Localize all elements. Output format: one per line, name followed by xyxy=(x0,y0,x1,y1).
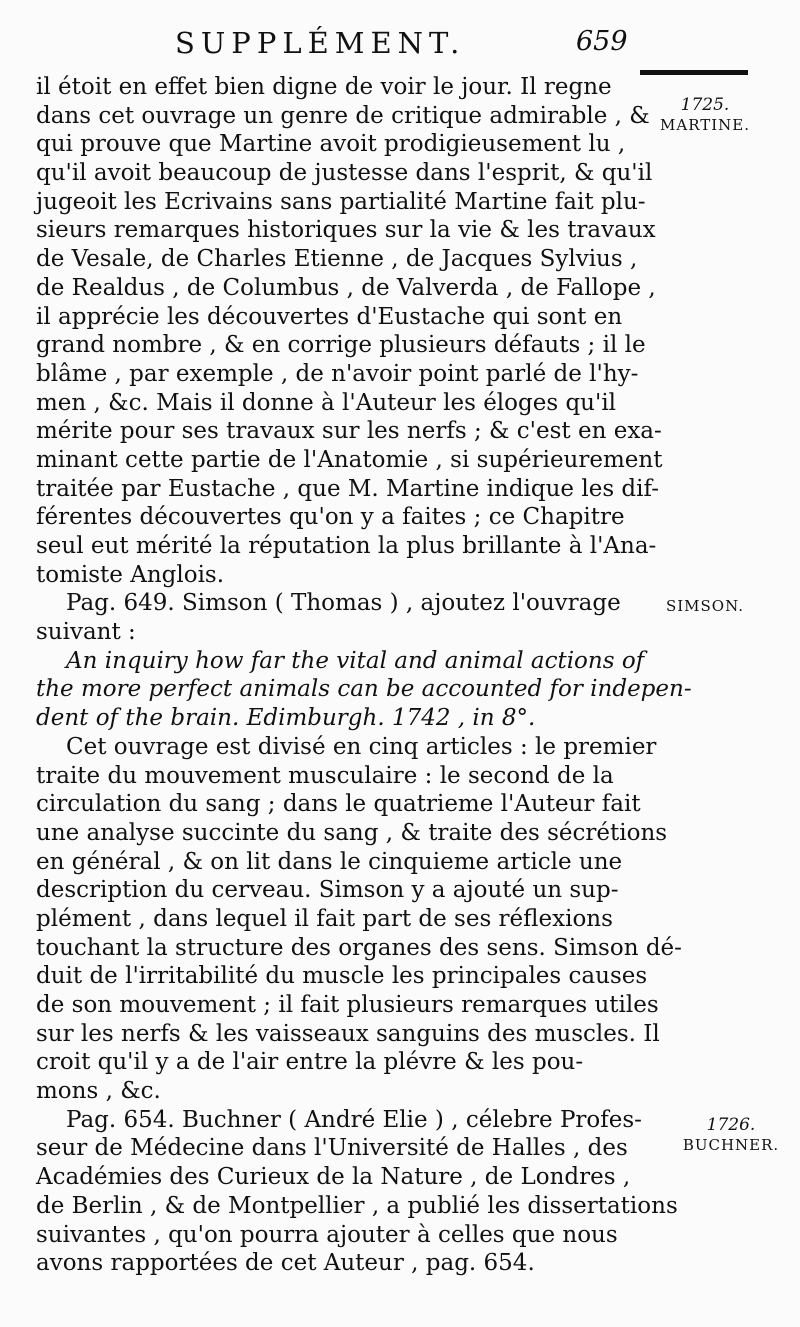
text-line: croit qu'il y a de l'air entre la plévre & les pou- xyxy=(36,1049,584,1076)
text-line: en général , & on lit dans le cinquieme article une xyxy=(36,848,623,875)
text-line: qu'il avoit beaucoup de justesse dans l'esprit, & qu'il xyxy=(36,160,653,187)
text-line: il étoit en effet bien digne de voir le jour. Il regne xyxy=(36,74,612,100)
text-line: suivant : xyxy=(36,619,136,646)
text-line: seul eut mérité la réputation la plus brillante à l'Ana- xyxy=(36,533,657,559)
text-line: tomiste Anglois. xyxy=(36,561,225,588)
text-line: qui prouve que Martine avoit prodigieusement lu , xyxy=(36,131,626,158)
margin-note-buchner xyxy=(676,1115,786,1155)
text-line: traite du mouvement musculaire : le second de la xyxy=(36,762,614,789)
text-line: sieurs remarques historiques sur la vie & les travaux xyxy=(36,217,656,244)
body-text xyxy=(36,73,692,1278)
text-line: traitée par Eustache , que M. Martine indique les dif- xyxy=(36,475,659,502)
text-line: de Vesale, de Charles Etienne , de Jacques Sylvius , xyxy=(36,246,638,273)
margin-note-name: MARTINE. xyxy=(660,116,750,134)
text-line: Pag. 649. Simson ( Thomas ) , ajoutez l'ouvrage xyxy=(66,590,621,617)
text-line: avons rapportées de cet Auteur , pag. 654. xyxy=(36,1250,535,1277)
text-line: suivantes , qu'on pourra ajouter à celles que nous xyxy=(36,1221,618,1248)
text-line: de son mouvement ; il fait plusieurs remarques utiles xyxy=(36,992,659,1018)
text-line: description du cerveau. Simson y a ajouté un sup- xyxy=(36,877,619,904)
text-line: plément , dans lequel il fait part de ses réflexions xyxy=(36,905,613,932)
text-line: men , &c. Mais il donne à l'Auteur les éloges qu'il xyxy=(36,389,617,416)
text-line: Pag. 654. Buchner ( André Elie ) , célebre Profes- xyxy=(66,1106,642,1133)
text-line: Cet ouvrage est divisé en cinq articles : le premier xyxy=(66,733,657,760)
text-line: seur de Médecine dans l'Université de Halles , des xyxy=(36,1135,628,1162)
page-number: 659 xyxy=(576,26,628,57)
text-line: de Berlin , & de Montpellier , a publié les dissertations xyxy=(36,1192,678,1219)
text-line: dent of the brain. Edimburgh. 1742 , in 8°. xyxy=(36,705,536,732)
text-line: férentes découvertes qu'on y a faites ; ce Chapitre xyxy=(36,504,625,531)
margin-note-martine xyxy=(655,95,755,135)
text-line: il apprécie les découvertes d'Eustache qui sont en xyxy=(36,303,623,330)
text-line: jugeoit les Ecrivains sans partialité Martine fait plu- xyxy=(36,188,646,215)
page-header xyxy=(0,20,800,60)
text-line: Académies des Curieux de la Nature , de Londres , xyxy=(36,1164,631,1191)
margin-note-year: 1726. xyxy=(706,1115,756,1135)
text-line: une analyse succinte du sang , & traite des sécrétions xyxy=(36,819,668,846)
text-line: grand nombre , & en corrige plusieurs défauts ; il le xyxy=(36,332,646,359)
margin-note-name: SIMSON. xyxy=(665,597,745,615)
running-title: SUPPLÉMENT. xyxy=(175,26,466,60)
text-line: the more perfect animals can be accounted for indepen- xyxy=(36,676,692,703)
text-line: An inquiry how far the vital and animal actions of xyxy=(66,647,645,674)
margin-note-simson xyxy=(660,596,750,616)
text-line: sur les nerfs & les vaisseaux sanguins des muscles. Il xyxy=(36,1020,660,1047)
text-line: circulation du sang ; dans le quatrieme l'Auteur fait xyxy=(36,791,641,818)
margin-note-year: 1725. xyxy=(680,95,730,115)
text-line: minant cette partie de l'Anatomie , si supérieurement xyxy=(36,446,663,473)
text-line: mérite pour ses travaux sur les nerfs ; & c'est en exa- xyxy=(36,418,662,445)
text-line: de Realdus , de Columbus , de Valverda , de Fallope , xyxy=(36,274,656,301)
margin-note-name: BUCHNER. xyxy=(682,1136,780,1154)
text-line: touchant la structure des organes des sens. Simson dé- xyxy=(36,934,682,961)
text-line: duit de l'irritabilité du muscle les principales causes xyxy=(36,963,648,990)
text-line: dans cet ouvrage un genre de critique admirable , & xyxy=(36,102,650,129)
text-line: blâme , par exemple , de n'avoir point parlé de l'hy- xyxy=(36,360,639,387)
text-line: mons , &c. xyxy=(36,1078,161,1105)
